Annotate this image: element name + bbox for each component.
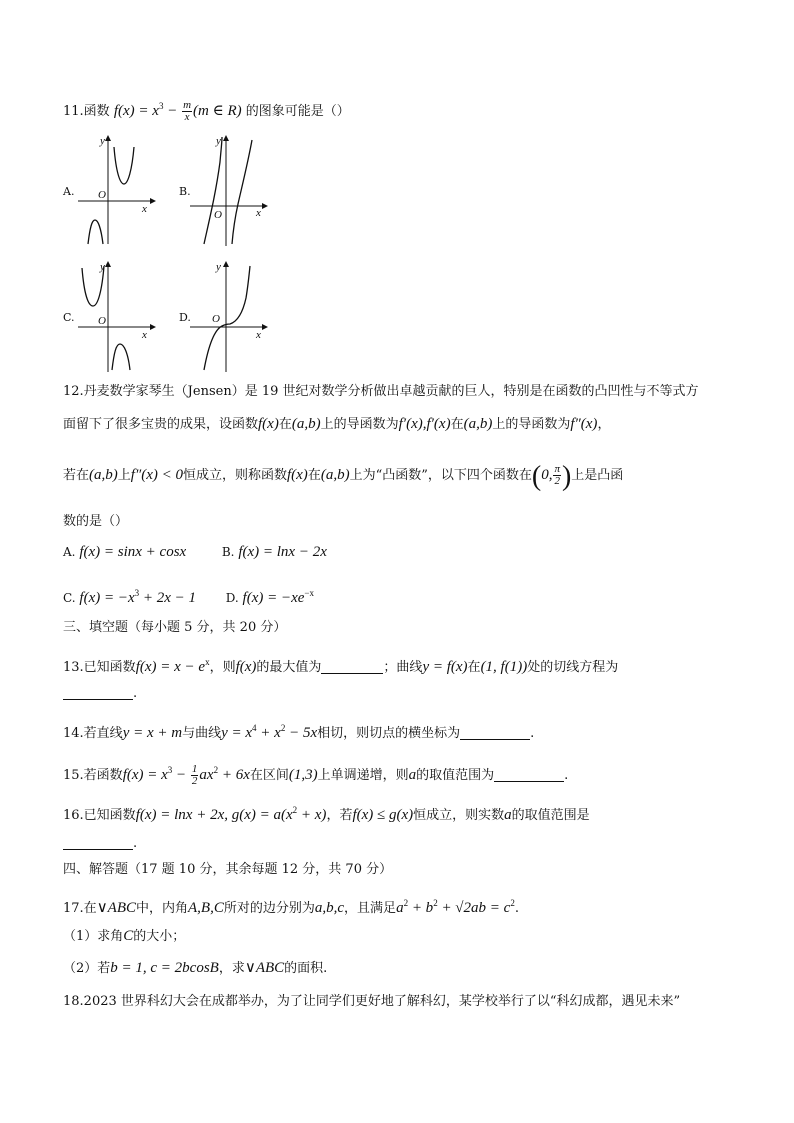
q11-graph-c [78,258,158,373]
q15-m2: ax [199,767,214,783]
q16-m3: f(x) ≤ g(x) [352,807,414,823]
q12-ab-3: (a,b) [89,467,118,483]
q13-e: ；曲线 [383,660,423,675]
q17-part1 [63,926,185,947]
graph-a-x-label: x [142,203,147,215]
q15-a: 15.若函数 [63,768,123,783]
q14-blank[interactable] [460,725,530,740]
q16-c: 恒成立，则实数 [413,808,505,823]
q14-b: 与曲线 [182,726,222,741]
q11-frac-num: m [183,99,192,111]
q15-blank[interactable] [494,767,564,782]
section4-heading: 四、解答题（17 题 10 分，其余每题 12 分，共 70 分） [63,862,393,877]
q17-e3: 2 [510,898,515,908]
graph-c-y-label: y [100,261,105,273]
q12-line2-c: 在 [450,417,464,432]
q12-option-ab [63,542,327,562]
q15-minus: − [172,767,190,783]
q17-b: 中，内角 [136,901,189,916]
q17-c: 所对的边分别为 [223,901,315,916]
graph-d-origin-label: O [212,313,220,325]
q17-sides: a,b,c [314,900,345,916]
q11-option-b-label: B. [179,185,191,198]
q15-av: a [408,767,417,783]
q12-pi: π [554,463,560,475]
graph-b-x-label: x [256,207,261,219]
q12-line3 [63,461,624,492]
q17-end: . [514,901,519,916]
q15-m1: f(x) = x [122,767,168,783]
q15-iv: (1,3) [288,767,318,783]
q12-opt-c-tail: + 2x − 1 [139,590,197,606]
q11-frac-den: x [184,111,190,123]
q12-opt-b: f(x) = lnx − 2x [238,544,327,560]
q16-a: 16.已知函数 [63,808,136,823]
q12-line2-a: 面留下了很多宝贵的成果，设函数 [63,417,259,432]
q17-p2-t: ∨ABC [244,960,285,976]
q12-opt-d: f(x) = −xe [242,590,305,606]
q17-e2: 2 [433,898,438,908]
graph-c-x-label: x [142,329,147,341]
q16-blank[interactable] [63,835,133,850]
q13-f2: y = f(x) [422,659,468,675]
section3-heading: 三、填空题（每小题 5 分，共 20 分） [63,620,287,635]
q16-av: a [504,807,512,823]
q13-h: (1, f(1)) [480,659,528,675]
q11-exp: 3 [158,101,164,111]
q12-interval-right: ) [561,461,572,492]
q12-line3-e: 上为“凸函数”，以下四个函数在 [349,468,532,483]
q15-e2: 2 [213,765,219,775]
q12-two: 2 [554,475,560,487]
q13-line1 [63,652,618,678]
graph-a-y-label: y [100,135,105,147]
q14-m2: y = x [221,725,253,741]
q16-e2: 2 [292,805,298,815]
graph-c-origin-label: O [98,315,106,327]
q12-line3-c: 恒成立，则称函数 [182,468,287,483]
q11-suffix: 的图象可能是（） [245,104,350,119]
q11-prefix: 11.函数 [63,104,110,119]
q11-paren: (m ∈ R) [193,103,242,119]
q17-part2 [63,958,327,979]
q14-line [63,718,534,744]
q15-e3: 3 [167,765,173,775]
q15-end: . [564,768,569,783]
q11-graph-a [78,132,158,247]
q17-p1-a: （1）求角 [63,929,124,944]
q12-line3-b: 上 [117,468,131,483]
q16-d: 的取值范围是 [511,808,590,823]
q11-fraction [182,100,192,123]
q13-g: 在 [467,660,481,675]
q12-opt-c-label: C. [63,591,76,605]
q11-minus: − [163,103,182,119]
q12-ab: (a,b) [291,416,321,432]
q12-opt-d-label: D. [225,591,239,605]
q11-graph-b [190,132,270,247]
q17-tri: ∨ABC [96,900,136,916]
q14-m3: + x [256,725,281,741]
graph-b-y-label: y [216,135,221,147]
graph-b-origin-label: O [214,209,222,221]
q12-line2-b: 上的导函数为 [320,417,399,432]
q12-opt-b-label: B. [221,545,235,559]
q17-p1-c: C [123,928,134,944]
q12-fpx: f′(x),f′(x) [398,416,451,432]
q15-num: 1 [191,763,198,775]
q16-end: . [133,836,138,851]
q14-a: 14.若直线 [63,726,123,741]
q14-c: 相切，则切点的横坐标为 [317,726,461,741]
q11-option-a-label: A. [63,185,75,198]
q12-opt-a: f(x) = sinx + cosx [79,544,187,560]
q17-p2-m: b = 1, c = 2bcosB [110,960,219,976]
graph-a-origin-label: O [98,189,106,201]
q15-line [63,760,568,787]
q15-b: 在区间 [249,768,289,783]
q17-d: ，且满足 [344,901,397,916]
graph-d-y-label: y [216,261,221,273]
q16-b: ，若 [326,808,353,823]
q17-p2-b: ，求 [218,961,245,976]
q13-c: f(x) [235,659,257,675]
q15-c: 上单调递增，则 [317,768,409,783]
q15-d: 的取值范围为 [416,768,495,783]
q18-line: 18.2023 世界科幻大会在成都举办，为了让同学们更好地了解科幻，某学校举行了以“科幻成都，遇见未来” [63,994,681,1009]
q14-e4: 4 [252,723,257,733]
q14-end: . [530,726,535,741]
q17-p2-a: （2）若 [63,961,111,976]
q12-comma: ， [597,417,611,432]
graph-d-x-label: x [256,329,261,341]
q15-den: 2 [191,775,198,787]
q16-m1: f(x) = lnx + 2x, g(x) = a(x [135,807,293,823]
q17-a: 17.在 [63,901,97,916]
q12-opt-d-exp: −x [304,588,314,598]
q15-half [191,764,199,787]
q11-option-d-label: D. [179,311,191,324]
q12-opt-a-label: A. [63,545,76,559]
q14-m1: y = x + m [122,725,183,741]
q12-fx-2: f(x) [286,467,308,483]
q12-line3-d: 在 [307,468,321,483]
q12-line1: 12.丹麦数学家琴生（Jensen）是 19 世纪对数学分析做出卓越贡献的巨人，特别是在函数的凸凹性与不等式方 [63,384,699,399]
q17-m3: + √2ab = c [437,900,511,916]
q12-interval-left: ( [531,461,542,492]
q12-line2 [63,414,610,435]
q13-f: f(x) = x − e [135,659,206,675]
q16-line2 [63,834,137,854]
q11-stem [63,96,350,123]
q11-graph-d [190,258,270,373]
q12-fppx: f″(x) [570,416,598,432]
q16-m2: + x) [297,807,327,823]
q13-a: 13.已知函数 [63,660,136,675]
q17-p2-c: 的面积. [284,961,328,976]
q13-d: 的最大值为 [256,660,322,675]
q12-ab-4: (a,b) [320,467,350,483]
q17-stem [63,893,519,919]
q12-opt-c-exp: 3 [134,588,140,598]
q12-line2-d: 上的导函数为 [492,417,571,432]
q13-end: . [133,686,138,701]
q12-interval-zero: 0, [541,467,553,483]
q11-math-lead: f(x) = x [113,103,159,119]
q17-m1: a [396,900,404,916]
q12-line3-a: 若在 [63,468,90,483]
q15-m3: + 6x [218,767,250,783]
q17-e1: 2 [403,898,409,908]
q12-ab-2: (a,b) [463,416,493,432]
q14-m4: − 5x [285,725,318,741]
q12-in: 在 [278,417,292,432]
q14-e2: 2 [280,723,286,733]
q12-option-cd [63,583,314,608]
q12-line3-f: 上是凸函 [571,468,624,483]
q16-line1 [63,800,590,826]
q13-i: 处的切线方程为 [527,660,619,675]
q12-pi-half [553,464,561,487]
q13-b: ，则 [209,660,236,675]
q12-cond: f″(x) < 0 [130,467,183,483]
q12-opt-c: f(x) = −x [79,590,135,606]
q12-fx: f(x) [258,416,279,432]
q17-abc: A,B,C [188,900,224,916]
q12-line4: 数的是（） [63,514,129,529]
q13-blank-1[interactable] [321,659,383,674]
q17-m2: + b [408,900,434,916]
q13-blank-2[interactable] [63,685,133,700]
q13-line2 [63,684,137,704]
q11-option-c-label: C. [63,311,75,324]
q13-fexp: x [205,657,210,667]
q17-p1-b: 的大小； [133,929,186,944]
